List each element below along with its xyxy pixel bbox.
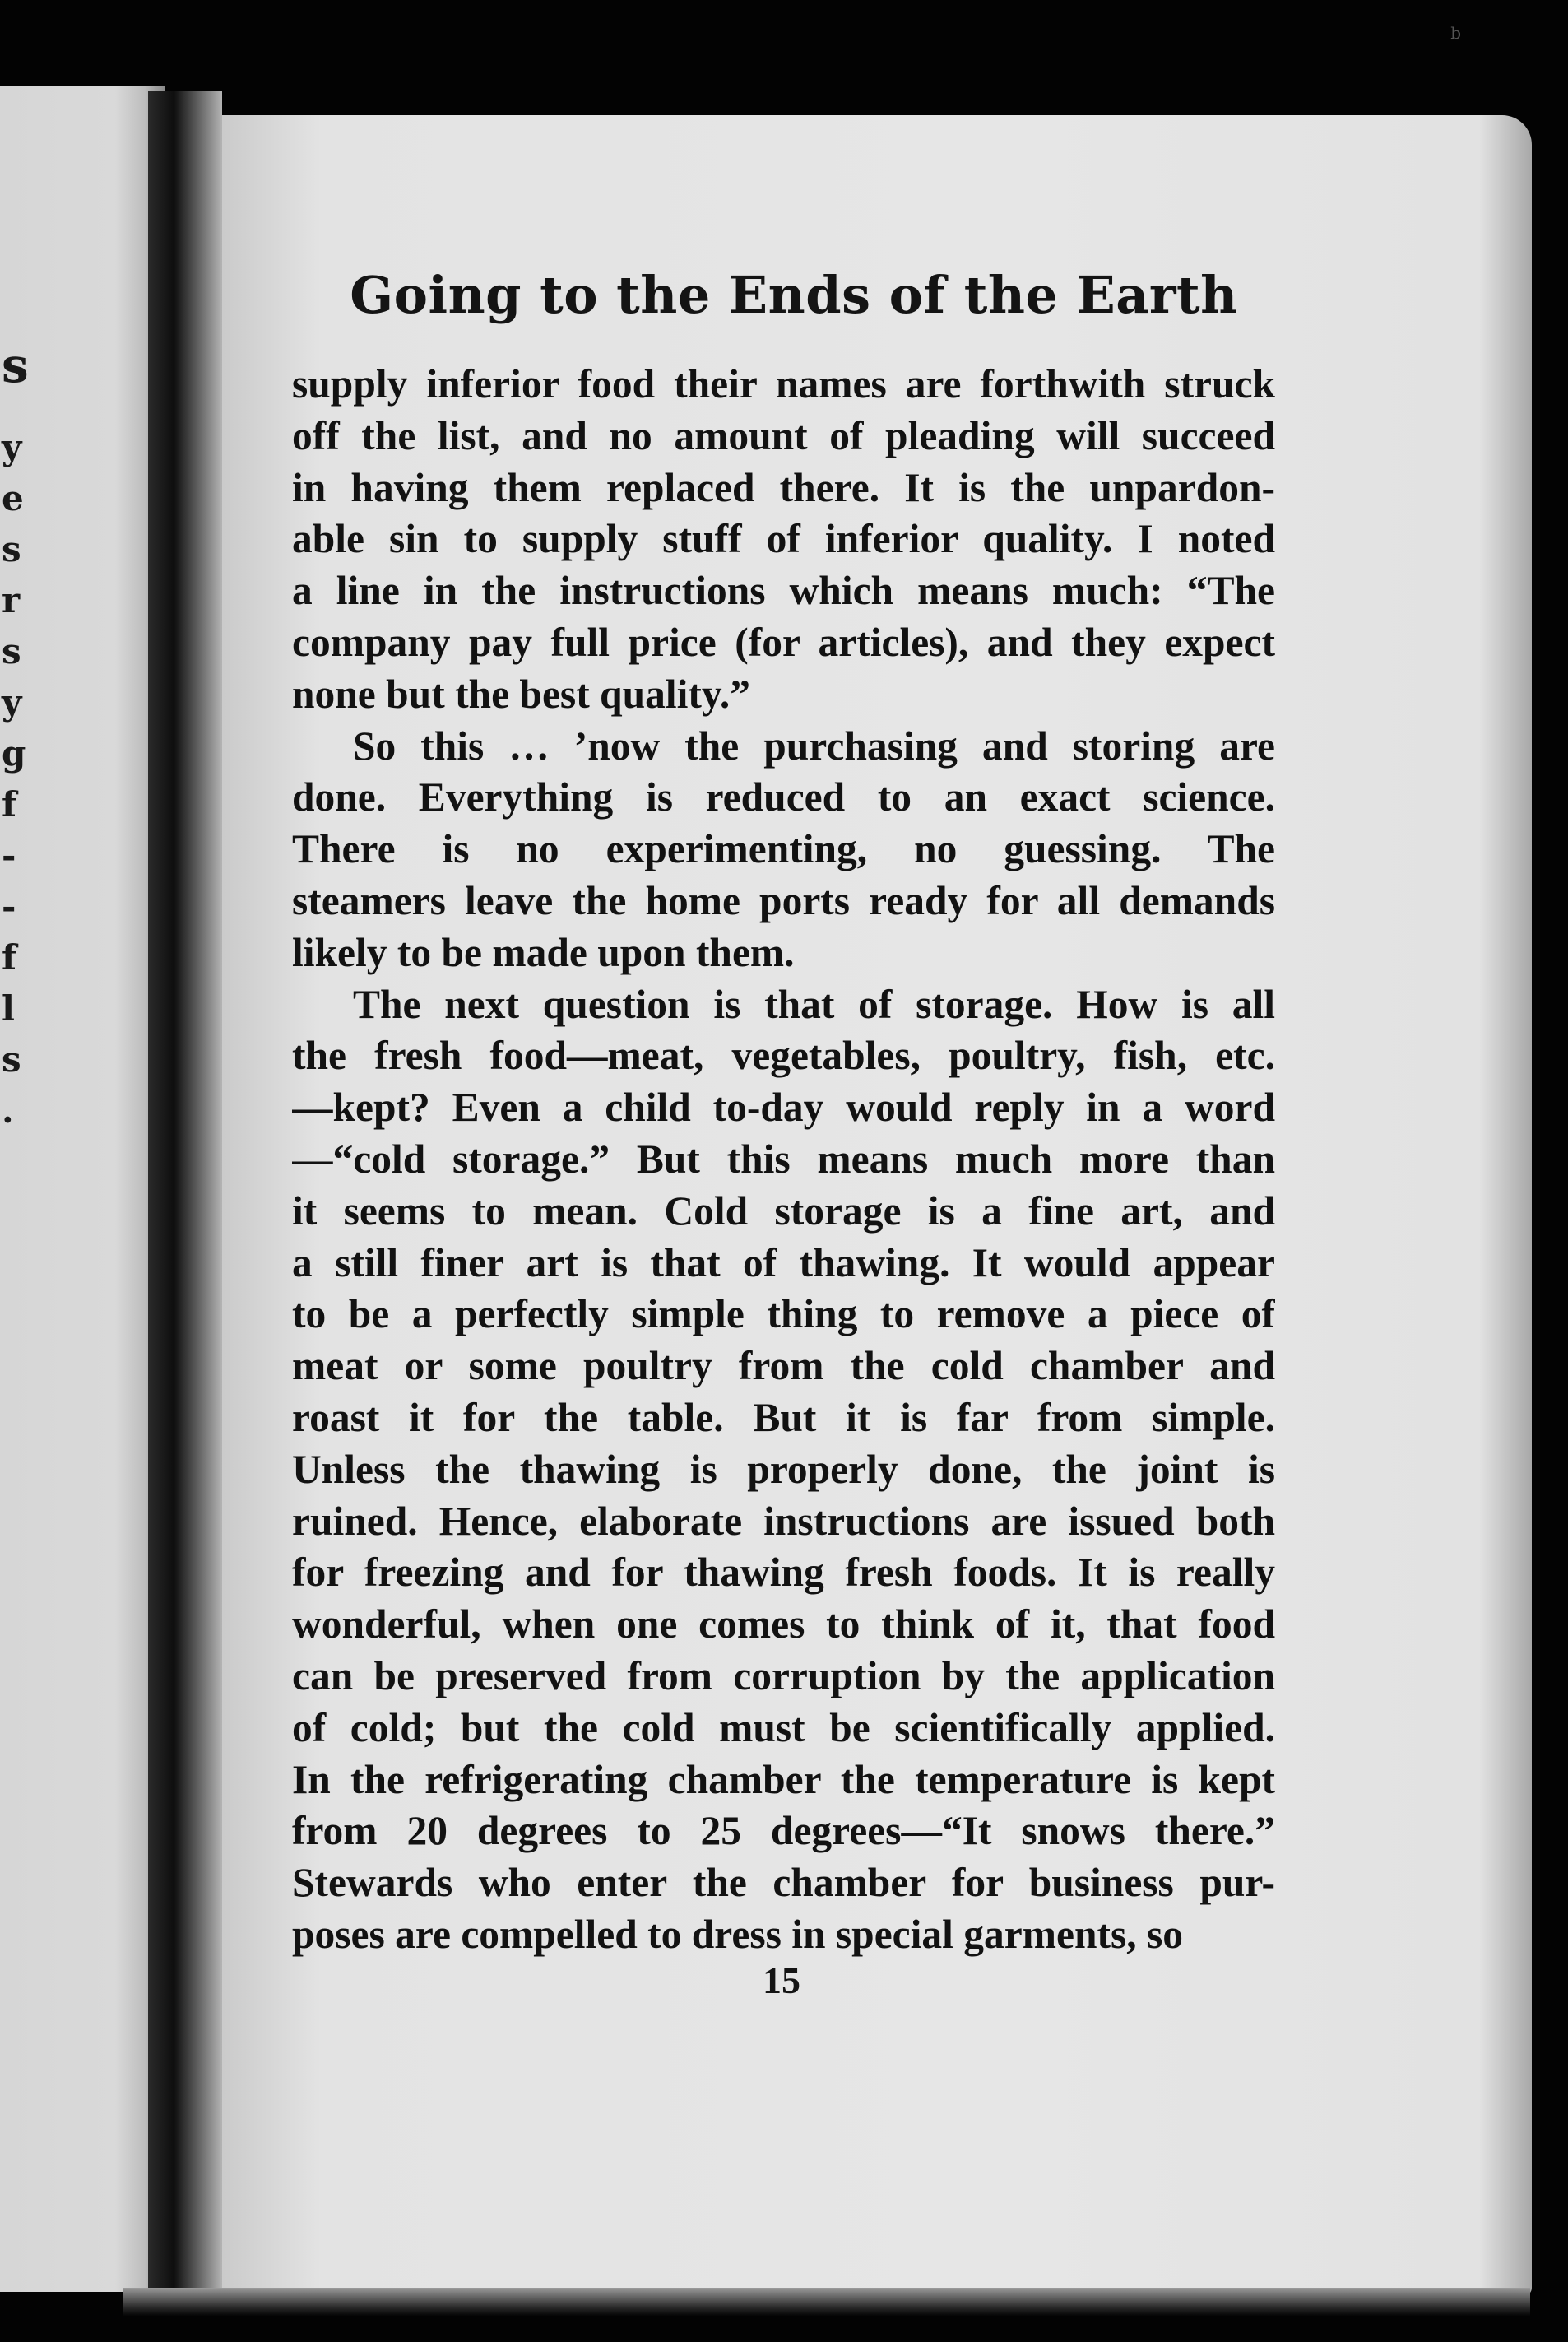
text-line: roast it for the table. But it is far from simple.	[292, 1394, 1275, 1440]
left-fragment: -	[2, 839, 16, 876]
text-line: of cold; but the cold must be scientifically applied.	[292, 1704, 1275, 1750]
text-line: poses are compelled to dress in special garments, so	[292, 1911, 1183, 1957]
left-fragment: l	[2, 992, 15, 1029]
page-number: 15	[763, 1959, 800, 2001]
left-fragment: r	[2, 583, 21, 620]
text-line: for freezing and for thawing fresh foods. It is really	[292, 1550, 1275, 1596]
body-text	[292, 359, 1275, 1961]
text-line: There is no experimenting, no guessing. The	[292, 826, 1275, 872]
text-line: —“cold storage.” But this means much more than	[292, 1136, 1275, 1182]
text-line: off the list, and no amount of pleading will succeed	[292, 412, 1275, 458]
text-line: none but the best quality.”	[292, 671, 750, 717]
text-line: it seems to mean. Cold storage is a fine art, and	[292, 1187, 1275, 1234]
text-line: company pay full price (for articles), and they expect	[292, 619, 1275, 665]
text-line: done. Everything is reduced to an exact science.	[292, 774, 1275, 820]
paragraph	[292, 721, 1275, 979]
left-fragment: f	[2, 788, 17, 825]
text-line: —kept? Even a child to-day would reply in a word	[292, 1085, 1275, 1131]
text-line: in having them replaced there. It is the unpardon-	[292, 464, 1275, 510]
text-line: Unless the thawing is properly done, the joint is	[292, 1446, 1275, 1492]
left-fragment: g	[2, 737, 26, 774]
left-fragment: s	[2, 1043, 21, 1080]
left-fragment: e	[2, 481, 24, 518]
text-line: Stewards who enter the chamber for business pur-	[292, 1860, 1275, 1906]
running-head: Going to the Ends of the Earth	[350, 265, 1238, 325]
text-line: ruined. Hence, elaborate instructions are issued both	[292, 1498, 1275, 1544]
text-line: able sin to supply stuff of inferior quality. I noted	[292, 516, 1275, 562]
left-fragment: -	[2, 890, 16, 927]
left-fragment: y	[2, 685, 22, 723]
text-line: So this … ’now the purchasing and storing are	[353, 723, 1275, 769]
text-line: likely to be made upon them.	[292, 929, 795, 975]
left-fragment: f	[2, 941, 17, 978]
text-line: The next question is that of storage. How is all	[353, 981, 1275, 1027]
left-fragment: s	[2, 342, 29, 393]
left-fragment: s	[2, 532, 21, 569]
left-page-text-fragments	[0, 342, 33, 1145]
text-line: the fresh food—meat, vegetables, poultry, fish, etc.	[292, 1033, 1275, 1079]
text-line: steamers leave the home ports ready for all demands	[292, 877, 1275, 923]
left-fragment: y	[2, 430, 22, 467]
left-fragment: .	[2, 1094, 14, 1131]
text-line: supply inferior food their names are forthwith struck	[292, 361, 1275, 407]
corner-mark: b	[1450, 23, 1461, 43]
text-line: a line in the instructions which means much: “The	[292, 568, 1275, 614]
text-line: can be preserved from corruption by the application	[292, 1652, 1275, 1698]
text-line: wonderful, when one comes to think of it, that food	[292, 1601, 1275, 1647]
text-line: meat or some poultry from the cold chamber and	[292, 1343, 1275, 1389]
text-line: to be a perfectly simple thing to remove a piece of	[292, 1291, 1275, 1337]
text-line: from 20 degrees to 25 degrees—“It snows there.”	[292, 1808, 1275, 1854]
left-facing-page	[0, 86, 165, 2292]
paragraph	[292, 979, 1275, 1961]
page-bottom-edge	[123, 2288, 1530, 2316]
text-line: a still finer art is that of thawing. It would appear	[292, 1239, 1275, 1285]
book-gutter	[148, 91, 222, 2296]
paragraph	[292, 359, 1275, 721]
text-line: In the refrigerating chamber the temperature is kept	[292, 1756, 1275, 1802]
left-fragment: s	[2, 634, 21, 671]
